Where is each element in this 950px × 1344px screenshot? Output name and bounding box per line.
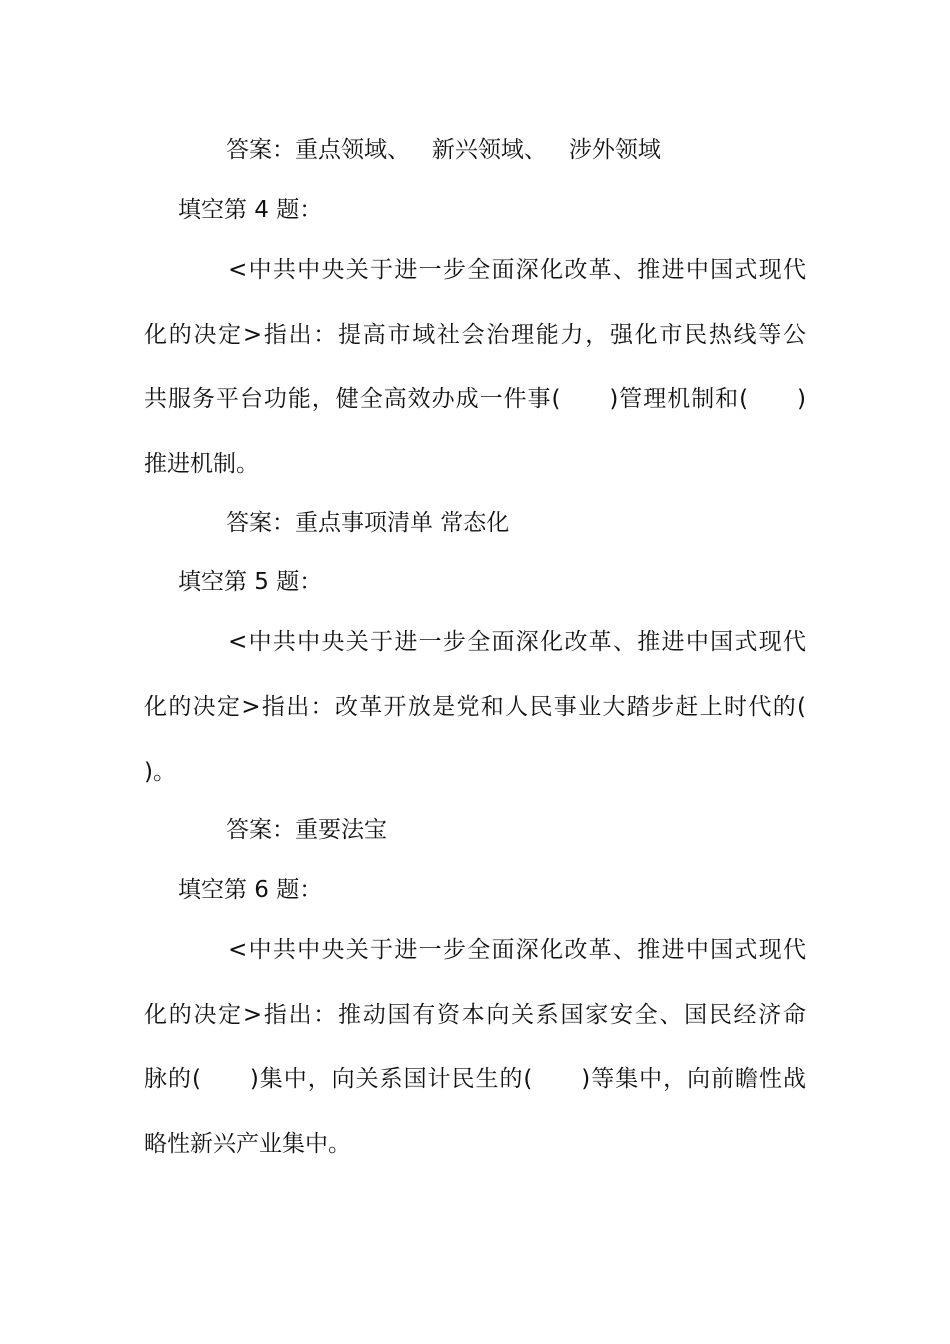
question-6-title: 填空第 6 题： [178, 877, 323, 903]
answer-3: 答案：重点领域、 新兴领域、 涉外领域 [226, 137, 661, 163]
question-4-line-4: 推进机制。 [144, 451, 259, 477]
question-4-title: 填空第 4 题： [178, 197, 323, 223]
question-5-line-3: )。 [144, 759, 176, 785]
question-5-line-2: 化的决定>指出：改革开放是党和人民事业大踏步赶上时代的( [144, 694, 806, 720]
question-6-line-3: 脉的( )集中，向关系国计民生的( )等集中，向前瞻性战 [144, 1066, 806, 1092]
question-4-line-3: 共服务平台功能，健全高效办成一件事( )管理机制和( ) [144, 386, 806, 412]
answer-4: 答案：重点事项清单 常态化 [226, 510, 510, 536]
answer-5: 答案：重要法宝 [226, 817, 387, 843]
question-5-title: 填空第 5 题： [178, 569, 323, 595]
question-6-line-4: 略性新兴产业集中。 [144, 1131, 351, 1157]
question-4-line-2: 化的决定>指出：提高市域社会治理能力，强化市民热线等公 [144, 322, 806, 348]
question-6-line-1: <中共中央关于进一步全面深化改革、推进中国式现代 [228, 937, 806, 963]
question-6-line-2: 化的决定>指出：推动国有资本向关系国家安全、国民经济命 [144, 1002, 806, 1028]
question-4-line-1: <中共中央关于进一步全面深化改革、推进中国式现代 [228, 257, 806, 283]
question-5-line-1: <中共中央关于进一步全面深化改革、推进中国式现代 [228, 629, 806, 655]
